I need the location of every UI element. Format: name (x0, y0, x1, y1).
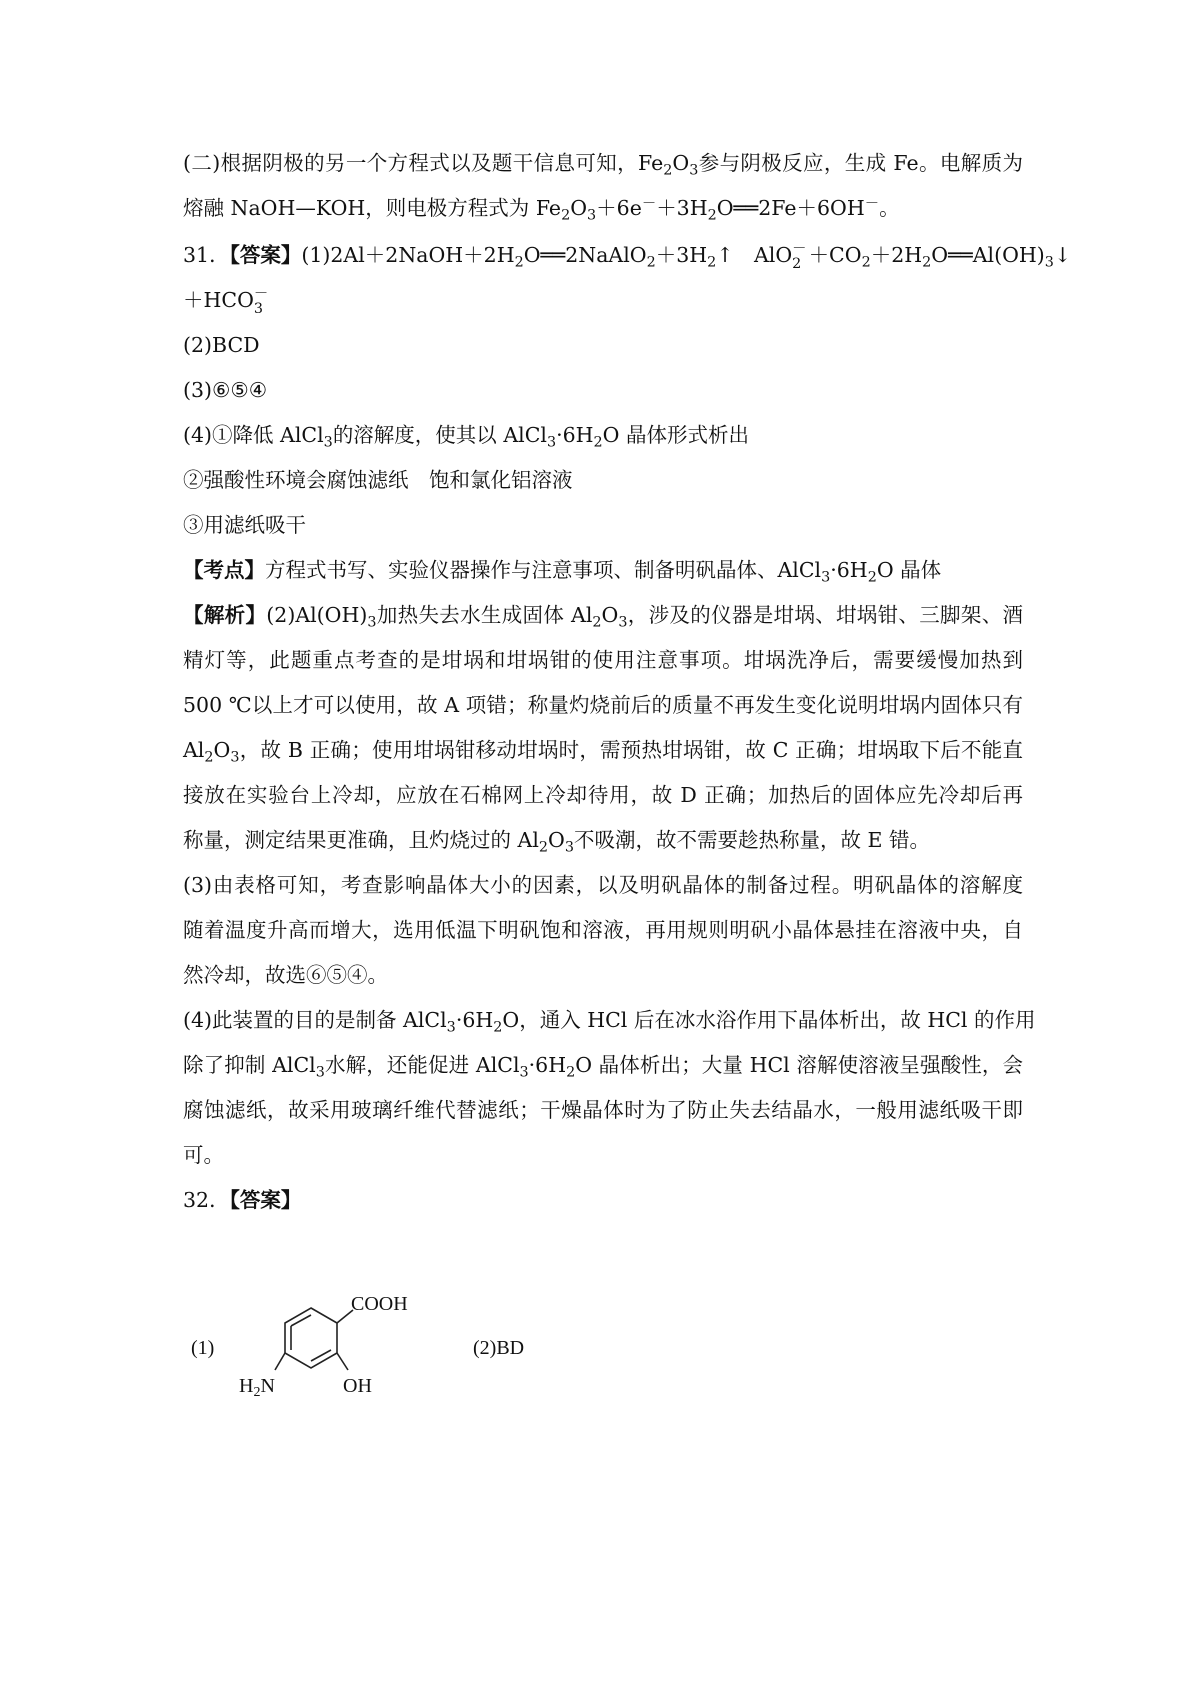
analysis-line: (4)此装置的目的是制备 $AlCl_3\cdot 6H_2O$，通入 HCl 后在冰水浴作用下晶体析出，故 HCl 的作用 (183, 1008, 1036, 1036)
bond-oh (337, 1353, 348, 1370)
analysis-line: 可。 (183, 1143, 224, 1167)
key-points-line: 【考点】方程式书写、实验仪器操作与注意事项、制备明矾晶体、$AlCl_3\cdot 6H_2O$ 晶体 (183, 558, 942, 586)
part-2-answer: (2)BD (473, 1337, 525, 1359)
cooh-group: COOH (351, 1293, 408, 1315)
answer-tag: 【答案】 (229, 243, 302, 267)
paragraph-line: (二)根据阴极的另一个方程式以及题干信息可知，$Fe_2O_3$参与阴极反应，生成 Fe。电解质为 (183, 151, 1023, 179)
analysis-line: 接放在实验台上冷却，应放在石棉网上冷却待用，故 D 正确；加热后的固体应先冷却后再 (183, 783, 1023, 807)
benzene-ring (275, 1308, 353, 1370)
analysis-line: 然冷却，故选⑥⑤④。 (183, 963, 388, 987)
analysis-line: 称量，测定结果更准确，且灼烧过的 $Al_2O_3$不吸潮，故不需要趁热称量，故 E 错。 (183, 828, 930, 856)
analysis-tag: 【解析】 (183, 603, 267, 627)
paragraph-line: 熔融 NaOH—KOH，则电极方程式为 $Fe_2O_3+6e^-+3H_2O══2Fe+6OH^-$。 (183, 195, 900, 224)
answer-line: (2)BCD (183, 333, 260, 357)
oh-group: OH (343, 1375, 372, 1397)
analysis-line: 500 ℃以上才可以使用，故 A 项错；称量灼烧前后的质量不再发生变化说明坩埚内固体只有 (183, 693, 1023, 717)
analysis-line: 【解析】$(2)Al(OH)_3$加热失去水生成固体 $Al_2O_3$，涉及的仪器是坩埚、坩埚钳、三脚架、酒 (183, 603, 1024, 631)
bond-nh2 (275, 1353, 285, 1370)
answer-31-line: ＋HCO － 3 (183, 285, 269, 318)
part-1-label: (1) (191, 1337, 215, 1359)
analysis-line: (3)由表格可知，考查影响晶体大小的因素，以及明矾晶体的制备过程。明矾晶体的溶解度 (183, 873, 1023, 897)
structural-formula-figure (183, 1288, 583, 1408)
analysis-line: $Al_2O_3$，故 B 正确；使用坩埚钳移动坩埚时，需预热坩埚钳，故 C 正确；坩埚取下后不能直 (183, 738, 1023, 766)
answer-line: ③用滤纸吸干 (183, 513, 306, 537)
analysis-line: 除了抑制 AlCl$_3$水解，还能促进 $AlCl_3\cdot 6H_2O$ 晶体析出；大量 HCl 溶解使溶液呈强酸性，会 (183, 1053, 1023, 1081)
analysis-line: 随着温度升高而增大，选用低温下明矾饱和溶液，再用规则明矾小晶体悬挂在溶液中央，自 (183, 918, 1023, 942)
answer-line: ②强酸性环境会腐蚀滤纸 饱和氯化铝溶液 (183, 468, 573, 492)
answer-32-line: 32．【答案】 (183, 1188, 302, 1212)
answer-line: (3)⑥⑤④ (183, 378, 268, 402)
analysis-line: 腐蚀滤纸，故采用玻璃纤维代替滤纸；干燥晶体时为了防止失去结晶水，一般用滤纸吸干即 (183, 1098, 1023, 1122)
answer-31-line: 31．【答案】$(1)2Al+2NaOH+2H_2O══2NaAlO_2+3H_2↑$ AlO － 2 $+CO_2+2H_2O══Al(OH)_3↓$ (183, 240, 1072, 273)
amino-group: $H_2N$ (239, 1375, 275, 1400)
answer-tag: 【答案】 (229, 1188, 302, 1212)
answer-line: (4)①降低 AlCl$_3$的溶解度，使其以 $AlCl_3\cdot 6H_2O$ 晶体形式析出 (183, 423, 749, 451)
key-points-tag: 【考点】 (183, 558, 265, 582)
analysis-line: 精灯等，此题重点考查的是坩埚和坩埚钳的使用注意事项。坩埚洗净后，需要缓慢加热到 (183, 648, 1023, 672)
